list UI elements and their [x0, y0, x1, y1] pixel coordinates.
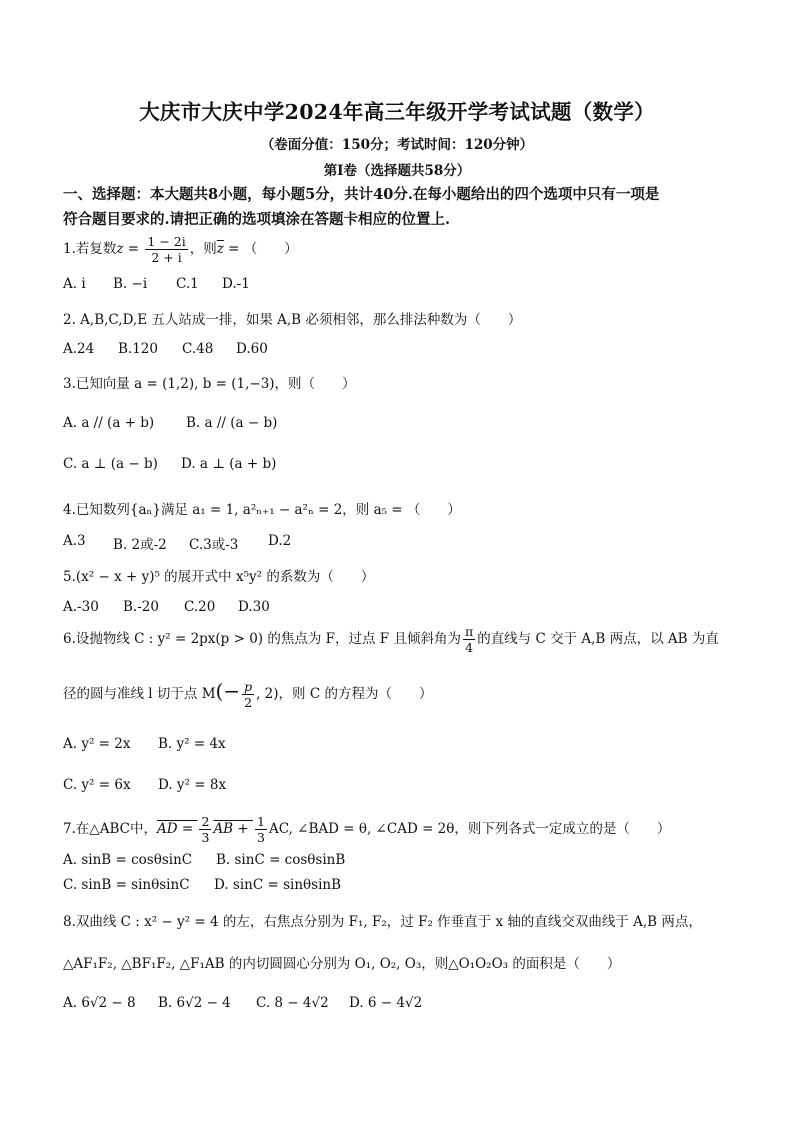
q3-option-b: B. a // (a − b): [186, 415, 278, 431]
question-6-line1: 6.设抛物线 C : y² = 2px(p > 0) 的焦点为 F，过点 F 且倾斜角为 $\frac{\pi}{4}$ 的直线与 C 交于 A,B 两点，以 AB 为直: [63, 624, 719, 655]
question-1-stem: 1.若复数z = $\frac{1 - 2i}{2 + i}$ ，则$\overline{z}$ = （ ）: [63, 234, 298, 265]
q6-option-d: D. y² = 8x: [158, 777, 227, 793]
q3-option-c: C. a ⊥ (a − b): [63, 456, 158, 472]
q8-option-a: A. 6√2 − 8: [63, 995, 136, 1011]
q7-option-c: C. sinB = sinθsinC: [63, 877, 190, 893]
q8-option-d: D. 6 − 4√2: [349, 995, 423, 1011]
q5-option-d: D.30: [238, 599, 270, 615]
q2-option-c: C.48: [182, 341, 214, 357]
q6-option-a: A. y² = 2x: [63, 736, 131, 752]
question-8-line1: 8.双曲线 C : x² − y² = 4 的左，右焦点分别为 F₁, F₂，过 F₂ 作垂直于 x 轴的直线交双曲线于 A,B 两点，: [63, 914, 702, 930]
q8-option-c: C. 8 − 4√2: [256, 995, 329, 1011]
q4-option-a: A.3: [63, 533, 86, 549]
question-7-stem: 7.在△ABC中，AD = $\frac{2}{3}$ AB + $\frac{1}{3}$ AC, ∠BAD = θ, ∠CAD = 2θ，则下列各式一定成立的是（ ）: [63, 814, 671, 845]
question-6-line2: 径的圆与准线 l 切于点 M(− $\frac{p}{2}$ , 2)，则 C 的方程为（ ）: [63, 679, 433, 710]
exam-subtitle: （卷面分值：150分；考试时间：120分钟）: [260, 137, 534, 153]
q7-option-a: A. sinB = cosθsinC: [63, 852, 193, 868]
q1-option-c: C.1: [176, 276, 199, 292]
q1-option-d: D.-1: [222, 276, 250, 292]
q1-option-a: A. i: [63, 276, 86, 292]
question-2-stem: 2. A,B,C,D,E 五人站成一排，如果 A,B 必须相邻，那么排法种数为（ ）: [63, 312, 522, 328]
q3-option-d: D. a ⊥ (a + b): [181, 456, 277, 472]
q7-fraction-two-thirds: $\frac{2}{3}$: [201, 814, 210, 845]
q5-option-c: C.20: [184, 599, 216, 615]
q5-option-a: A.-30: [63, 599, 99, 615]
q6-option-b: B. y² = 4x: [158, 736, 226, 752]
q7-fraction-one-third: $\frac{1}{3}$: [257, 814, 265, 845]
question-8-line2: △AF₁F₂, △BF₁F₂, △F₁AB 的内切圆圆心分别为 O₁, O₂, O₃，则△O₁O₂O₃ 的面积是（ ）: [63, 956, 621, 972]
q5-option-b: B.-20: [123, 599, 159, 615]
question-3-stem: 3.已知向量 a = (1,2), b = (1,−3)，则（ ）: [63, 376, 356, 392]
q1-option-b: B. −i: [113, 276, 148, 292]
q7-option-d: D. sinC = sinθsinB: [214, 877, 342, 893]
q6-option-c: C. y² = 6x: [63, 777, 131, 793]
part-title: 第I卷（选择题共58分）: [323, 163, 471, 179]
q2-option-a: A.24: [63, 341, 95, 357]
question-4-stem: 4.已知数列{aₙ}满足 a₁ = 1, a²ₙ₊₁ − a²ₙ = 2，则 a₅ = （ ）: [63, 502, 461, 518]
section-instructions-line2: 符合题目要求的.请把正确的选项填涂在答题卡相应的位置上.: [63, 211, 451, 228]
q1-fraction: $\frac{1 - 2i}{2 + i}$: [147, 234, 186, 265]
q3-option-a: A. a // (a + b): [63, 415, 155, 431]
q2-option-b: B.120: [118, 341, 158, 357]
q4-option-c: C.3或-3: [189, 537, 239, 553]
exam-title: 大庆市大庆中学2024年高三年级开学考试试题（数学）: [139, 100, 655, 124]
q4-option-b: B. 2或-2: [113, 537, 167, 553]
section-instructions-line1: 一、选择题：本大题共8小题，每小题5分，共计40分.在每小题给出的四个选项中只有一项是: [63, 186, 660, 203]
q6-point-fraction: $\frac{p}{2}$: [244, 679, 253, 710]
q8-option-b: B. 6√2 − 4: [158, 995, 231, 1011]
q4-option-d: D.2: [268, 533, 292, 549]
question-5-stem: 5.(x² − x + y)⁵ 的展开式中 x⁵y² 的系数为（ ）: [63, 569, 375, 585]
q7-option-b: B. sinC = cosθsinB: [216, 852, 346, 868]
q6-angle-fraction: $\frac{\pi}{4}$: [464, 624, 474, 655]
q2-option-d: D.60: [236, 341, 268, 357]
